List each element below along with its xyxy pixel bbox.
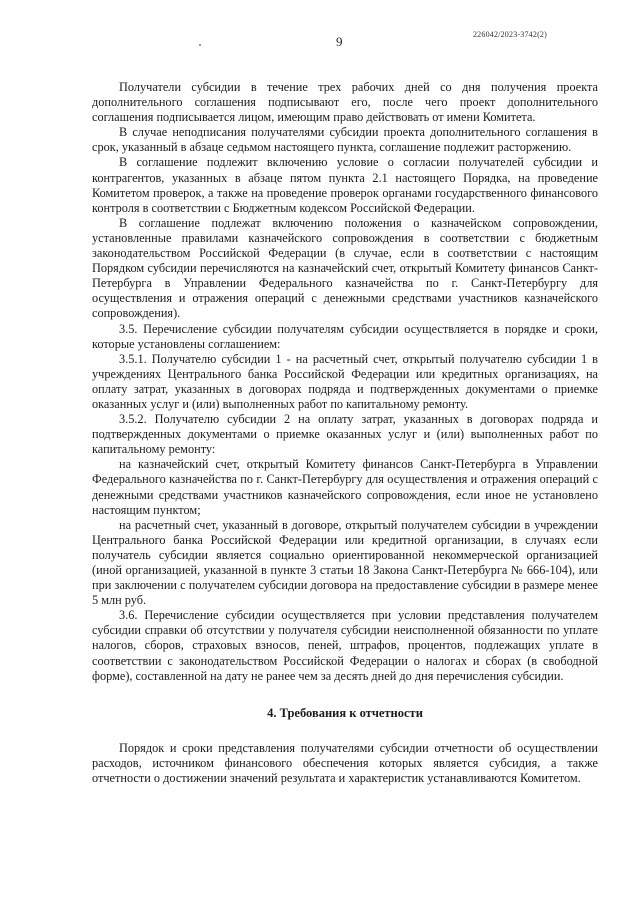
- paragraph-3-5: 3.5. Перечисление субсидии получателям субсидии осуществляется в порядке и сроки, которые установлены соглашением:: [92, 321, 598, 351]
- paragraph-3-5-1: 3.5.1. Получателю субсидии 1 - на расчетный счет, открытый получателю субсидии 1 в учреждениях Центрального банка Российской Федерации или кредитных организациях, на оплату затрат, указанных в договорах подряда и подтвержденных документами о приемке оказанных услуг и (или) выполненных работ по капитальному ремонту.: [92, 351, 598, 411]
- paragraph-settlement-account: на расчетный счет, указанный в договоре, открытый получателем субсидии в учреждении Центрального банка Российской Федерации или кредитной организации, в случаях если получатель субсидии является социально ориентированной некоммерческой организацией (иной организацией, указанной в пункте 3 статьи 18 Закона Санкт-Петербурга № 666-104), или при заключении с получателем субсидии договора на предоставление субсидии в размере менее 5 млн руб.: [92, 517, 598, 608]
- paragraph-inspection-consent: В соглашение подлежит включению условие о согласии получателей субсидии и контрагентов, указанных в абзаце пятом пункта 2.1 настоящего Порядка, на проведение Комитетом проверок, а также на проведение проверок органами государственного финансового контроля в соответствии с Бюджетным кодексом Российской Федерации.: [92, 155, 598, 215]
- scan-speck: [199, 44, 201, 46]
- section-heading: 4. Требования к отчетности: [267, 705, 423, 720]
- document-body: [92, 80, 598, 786]
- paragraph-additional-agreement-signing: Получатели субсидии в течение трех рабочих дней со дня получения проекта дополнительного соглашения подписывают его, после чего проект дополнительного соглашения подписывается лицом, имеющим право действовать от имени Комитета.: [92, 80, 598, 125]
- page-number: 9: [336, 34, 343, 49]
- paragraph-3-5-2: 3.5.2. Получателю субсидии 2 на оплату затрат, указанных в договорах подряда и подтвержденных документами о приемке оказанных услуг и (или) выполненных работ по капитальному ремонту:: [92, 412, 598, 457]
- paragraph-treasury-account: на казначейский счет, открытый Комитету финансов Санкт-Петербурга в Управлении Федерального казначейства по г. Санкт-Петербургу для осуществления и отражения операций с денежными средствами участников казначейского сопровождения, если иное не установлено настоящим пунктом;: [92, 457, 598, 517]
- paragraph-agreement-termination: В случае неподписания получателями субсидии проекта дополнительного соглашения в срок, указанный в абзаце седьмом настоящего пункта, соглашение подлежит расторжению.: [92, 125, 598, 155]
- paragraph-3-6: 3.6. Перечисление субсидии осуществляется при условии представления получателем субсидии справки об отсутствии у получателя субсидии неисполненной обязанности по уплате налогов, сборов, страховых взносов, пеней, штрафов, процентов, подлежащих уплате в соответствии с законодательством Российской Федерации о налогах и сборах (в свободной форме), составленной на дату не ранее чем за десять дней до дня перечисления субсидии.: [92, 608, 598, 683]
- document-id: 226042/2023-3742(2): [472, 30, 547, 39]
- paragraph-reporting: Порядок и сроки представления получателями субсидии отчетности об осуществлении расходов, источником финансового обеспечения которых является субсидия, а также отчетности о достижении значений результата и характеристик устанавливаются Комитетом.: [92, 740, 598, 786]
- paragraph-treasury-support: В соглашение подлежат включению положения о казначейском сопровождении, установленные правилами казначейского сопровождения в соответствии с бюджетным законодательством Российской Федерации (в случае, если в соответствии с настоящим Порядком субсидии перечисляются на казначейский счет, открытый Комитету финансов Санкт-Петербурга в Управлении Федерального казначейства по г. Санкт-Петербургу для осуществления и отражения операций с денежными средствами участников казначейского сопровождения).: [92, 215, 598, 321]
